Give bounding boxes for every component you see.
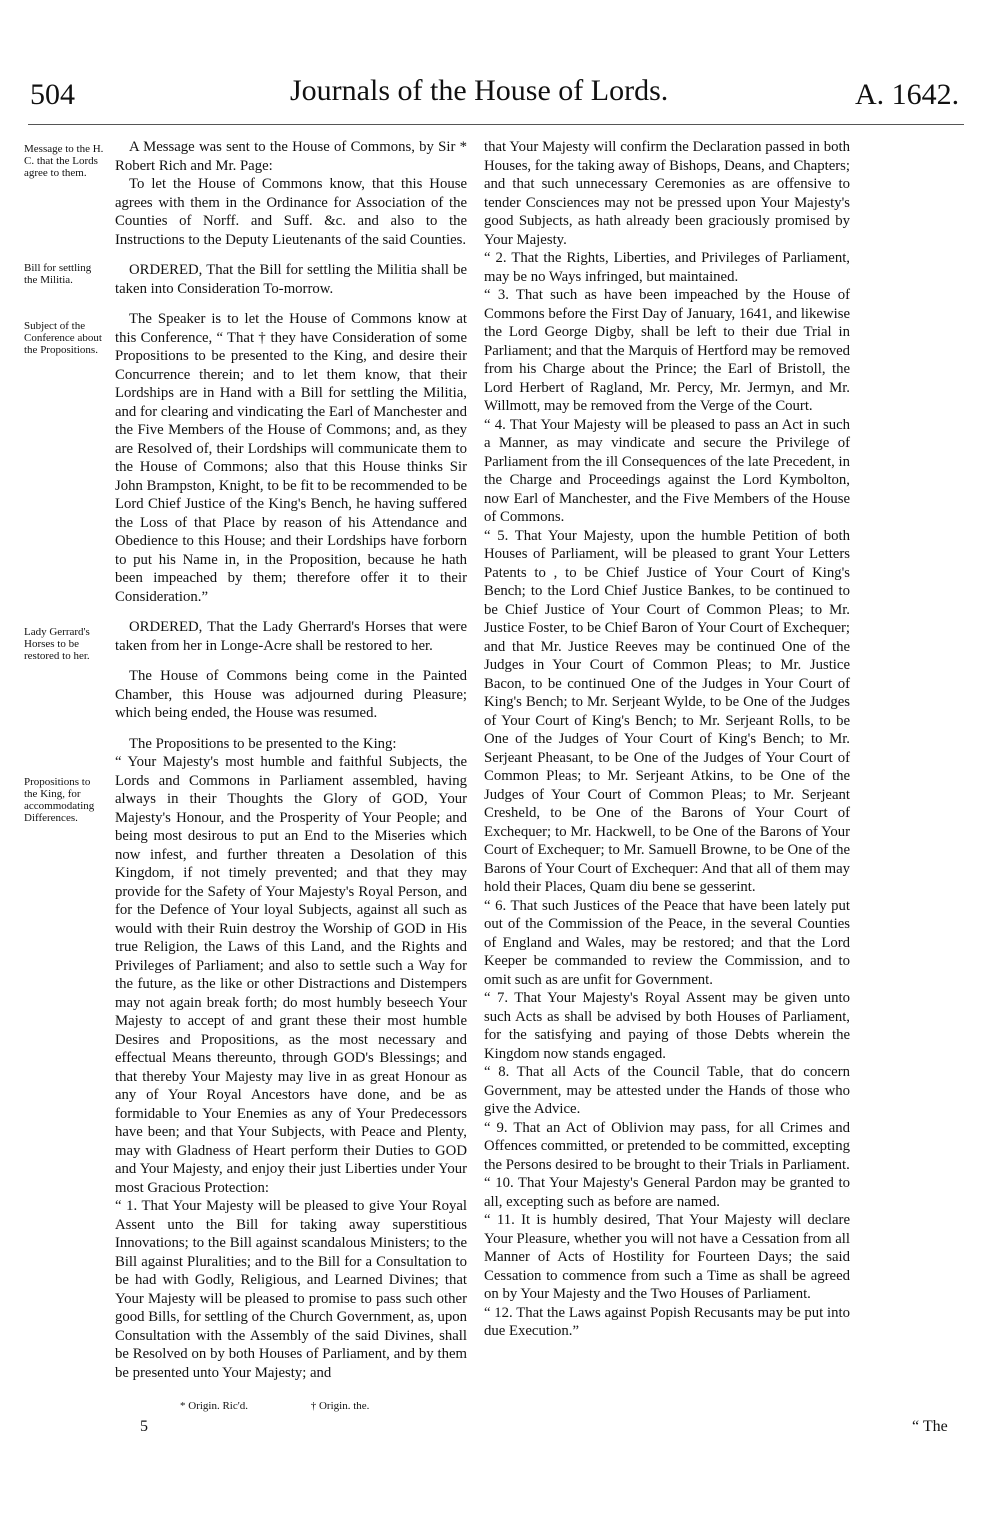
year-heading: A. 1642. [855, 78, 960, 111]
right-column [484, 138, 850, 1341]
paragraph: that Your Majesty will confirm the Declaration passed in both Houses, for the taking away of Bishops, Deans, and Chapters; and that such unnecessary Ceremonies as are offensive to tender Consciences may not be pressed upon Your Majesty's good Subjects, as hath already been graciously promised by Your Majesty. [484, 139, 850, 248]
paragraph: The Speaker is to let the House of Commons know at this Conference, “ That † they have Consideration of some Propositions to be presented to the King, and desire their Concurrence therein; and to let them know, that their Lordships are in Hand with a Bill for settling the Militia, and for clearing and vindicating the Earl of Manchester and the Five Members of the House of Commons; and, as they are Resolved of, their Lordships will communicate them to the House of Commons; also that this House thinks Sir John Brampston, Knight, to be fit to be recommended to be Lord Chief Justice of the King's Bench, he having suffered the Loss of that Place by reason of his Attendance and Obedience to this House; and their Lordships have forborn to put his Name in, in the Proposition, because he hath been impeached by them; therefore offer it to their Consideration.” [115, 311, 467, 605]
paragraph: “ Your Majesty's most humble and faithful Subjects, the Lords and Commons in Parliament assembled, having always in their Thoughts the Glory of GOD, Your Majesty's Honour, and the Prosperity of Your People; and being most desirous to put an End to the Miseries which now infest, and further threaten a Desolation of this Kingdom, if not timely prevented; and that they may provide for the Safety of Your Majesty's Royal Person, and for the Defence of Your loyal Subjects, against all such as would with their Ruin destroy the Worship of GOD in His true Religion, the Laws of this Land, and the Rights and Privileges of Parliament; and also to settle such a Way for the future, as the like or other Distractions and Distempers may not again break forth; do most humbly beseech Your Majesty to accept of and grant these their most humble Desires and Propositions, as the most necessary and effectual Means thereunto, through GOD's Blessings; and that thereby Your Majesty may live in as great Honour as any of Your Royal Ancestors have done, and be as formidable to Your Enemies as any of Your Predecessors have been; and that Your Subjects, with Peace and Plenty, may with Gladness of Heart perform their Duties to GOD and Your Majesty, and enjoy their just Liberties under Your most Gracious Protection: [115, 754, 467, 1196]
paragraph: “ 2. That the Rights, Liberties, and Privileges of Parliament, may be no Ways infringed, but maintained. [484, 250, 850, 285]
footnotes [180, 1400, 429, 1412]
running-title: Journals of the House of Lords. [290, 74, 669, 107]
page-number: 504 [30, 78, 75, 111]
paragraph: “ 12. That the Laws against Popish Recusants may be put into due Execution.” [484, 1304, 850, 1339]
header-rule [28, 124, 964, 125]
margin-note: Lady Gerrard's Horses to be restored to her. [24, 626, 90, 662]
catchword: “ The [912, 1418, 948, 1435]
paragraph: “ 11. It is humbly desired, That Your Majesty will declare Your Pleasure, whether you will not have a Cessation from all Manner of Acts of Hostility for Fourteen Days; the said Cessation to commence from such a Time as shall be agreed on by Your Majesty and the Two Houses of Parliament. [484, 1212, 850, 1302]
footnote: * Origin. Ric'd. [180, 1400, 248, 1412]
paragraph: “ 6. That such Justices of the Peace that have been lately put out of the Commission of the Peace, in the several Counties of England and Wales, may be restored; and that the Lord Keeper be commanded to review the Commission, and to omit such as are unfit for Government. [484, 897, 850, 988]
margin-note: Bill for settling the Militia. [24, 262, 92, 286]
footnote: † Origin. the. [310, 1400, 370, 1412]
paragraph: “ 4. That Your Majesty will be pleased to pass an Act in such a Manner, as may vindicate and secure the Privilege of Parliament from the ill Consequences of the late Precedent, in the Charge and Proceedings against the Lord Kymbolton, now Earl of Manchester, and the Five Members of the House of Commons. [484, 416, 850, 525]
paragraph: ORDERED, That the Bill for settling the Militia shall be taken into Consideration To-morrow. [115, 262, 467, 297]
paragraph: The House of Commons being come in the Painted Chamber, this House was adjourned during Pleasure; which being ended, the House was resumed. [115, 668, 467, 721]
left-column [115, 138, 467, 1382]
signature-mark: 5 [140, 1418, 148, 1435]
margin-note: Propositions to the King, for accommodating Differences. [24, 776, 95, 824]
paragraph: “ 7. That Your Majesty's Royal Assent may be given unto such Acts as shall be advised by both Houses of Parliament, for the satisfying and paying of those Debts wherein the Kingdom now stands engaged. [484, 990, 850, 1062]
paragraph: A Message was sent to the House of Commons, by Sir * Robert Rich and Mr. Page: [115, 139, 467, 174]
paragraph: ORDERED, That the Lady Gherrard's Horses that were taken from her in Longe-Acre shall be restored to her. [115, 619, 467, 654]
paragraph: “ 8. That all Acts of the Council Table, that do concern Government, may be attested under the Hands of those who give the Advice. [484, 1064, 850, 1117]
margin-note: Message to the H. C. that the Lords agree to them. [24, 143, 104, 179]
paragraph: “ 1. That Your Majesty will be pleased to give Your Royal Assent unto the Bill for taking away superstitious Innovations; to the Bill against scandalous Ministers; to the Bill against Pluralities; and to the Bill for a Consultation to be had with Godly, Religious, and Learned Divines; that Your Majesty will be pleased to promise to pass such other good Bills, for settling of the Church Government, as, upon Consultation with the Assembly of the said Divines, shall be Resolved on by both Houses of Parliament, and by them be presented unto Your Majesty; and [115, 1198, 467, 1381]
paragraph: “ 5. That Your Majesty, upon the humble Petition of both Houses of Parliament, will be pleased to grant Your Letters Patents to , to be Chief Justice of Your Court of King's Bench; to the Lord Chief Justice Bankes, to be continued to be Chief Justice of Your Court of Common Pleas; to Mr. Justice Foster, to be Chief Baron of Your Court of Exchequer; and that Mr. Justice Reeves may be continued One of the Judges in Your Court of Common Pleas; to Mr. Justice Bacon, to be continued One of the Judges in Your Court of King's Bench; to Mr. Serjeant Wylde, to be One of the Judges of Your Court of King's Bench; to Mr. Serjeant Rolls, to be One of the Judges of Your Court of King's Bench; to Mr. Serjeant Pheasant, to be One of the Judges of Your Court of Common Pleas; to Mr. Serjeant Atkins, to be One of the Judges of Your Court of Common Pleas; to Mr. Serjeant Cresheld, to be One of the Barons of Your Court of Exchequer; to Mr. Hackwell, to be One of the Barons of Your Court of Exchequer; to Mr. Samuell Browne, to be One of the Barons of Your Court of Exchequer: And that all of them may hold their Places, Quam diu bene se gesserint. [484, 527, 850, 895]
paragraph: The Propositions to be presented to the King: [129, 735, 397, 752]
paragraph: “ 3. That such as have been impeached by the House of Commons before the First Day of January, 1641, and likewise the Lord George Digby, shall be left to their due Trial in Parliament; and that the Marquis of Hertford may be removed from his Charge about the Prince; the Earl of Bristoll, the Lord Herbert of Ragland, Mr. Percy, Mr. Jermyn, and Mr. Willmott, may be removed from the Verge of the Court. [484, 287, 850, 414]
paragraph: “ 9. That an Act of Oblivion may pass, for all Crimes and Offences committed, or pretended to be committed, excepting the Persons desired to be brought to their Trials in Parliament. [484, 1119, 850, 1173]
page-header [0, 72, 992, 122]
margin-note: Subject of the Conference about the Propositions. [24, 320, 102, 356]
paragraph: To let the House of Commons know, that this House agrees with them in the Ordinance for Association of the Counties of Norff. and Suff. &c. and also to the Instructions to the Deputy Lieutenants of the said Counties. [115, 176, 467, 248]
paragraph: “ 10. That Your Majesty's General Pardon may be granted to all, excepting such as before are named. [484, 1175, 850, 1210]
